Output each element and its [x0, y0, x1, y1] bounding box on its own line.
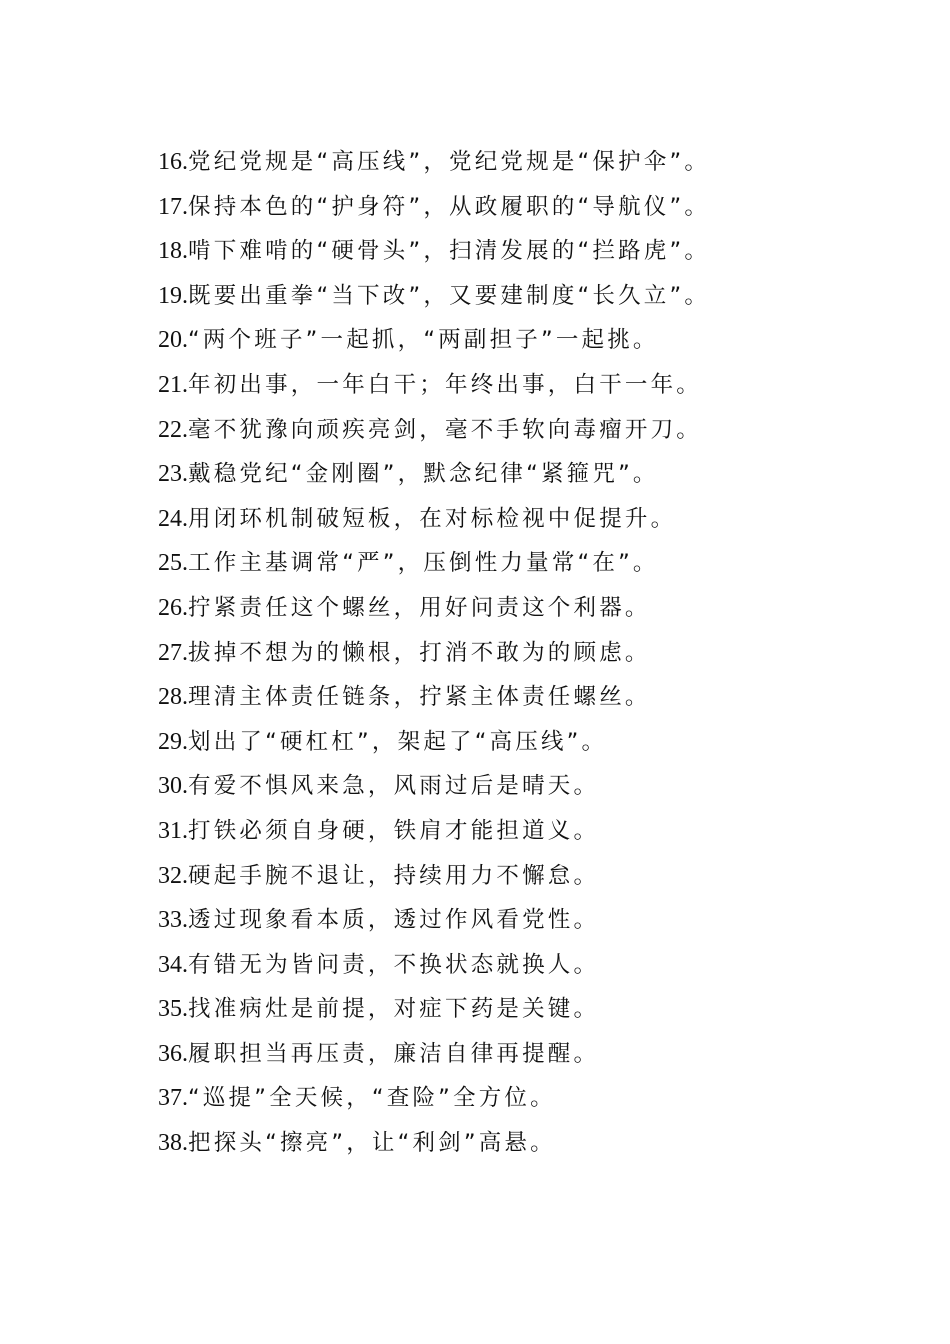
item-number: 19. — [158, 282, 188, 309]
list-item — [158, 408, 938, 453]
item-text: 用闭环机制破短板，在对标检视中促提升。 — [188, 505, 677, 532]
item-number: 24. — [158, 505, 188, 532]
item-number: 37. — [158, 1085, 188, 1112]
list-item — [158, 809, 938, 854]
item-number: 22. — [158, 416, 188, 443]
list-item — [158, 1032, 938, 1077]
item-number: 31. — [158, 817, 188, 844]
list-item — [158, 452, 938, 497]
item-text: 把探头“擦亮”，让“利剑”高悬。 — [188, 1130, 556, 1157]
item-text: 年初出事，一年白干；年终出事，白干一年。 — [188, 371, 703, 398]
item-number: 25. — [158, 550, 188, 577]
item-number: 18. — [158, 238, 188, 265]
item-text: 履职担当再压责，廉洁自律再提醒。 — [188, 1040, 600, 1067]
list-item — [158, 318, 938, 363]
item-number: 27. — [158, 639, 188, 666]
item-text: 保持本色的“护身符”，从政履职的“导航仪”。 — [188, 193, 711, 220]
item-text: 戴稳党纪“金刚圈”，默念纪律“紧箍咒”。 — [188, 461, 659, 488]
list-item — [158, 631, 938, 676]
list-item — [158, 943, 938, 988]
item-text: “两个班子”一起抓，“两副担子”一起挑。 — [188, 327, 659, 354]
list-item — [158, 497, 938, 542]
list-item — [158, 854, 938, 899]
item-text: 划出了“硬杠杠”，架起了“高压线”。 — [188, 728, 608, 755]
item-number: 21. — [158, 371, 188, 398]
item-text: 理清主体责任链条，拧紧主体责任螺丝。 — [188, 684, 651, 711]
list-item — [158, 675, 938, 720]
item-text: 有爱不惧风来急，风雨过后是晴天。 — [188, 773, 600, 800]
list-item — [158, 140, 938, 185]
item-text: 透过现象看本质，透过作风看党性。 — [188, 907, 600, 934]
item-text: 党纪党规是“高压线”，党纪党规是“保护伞”。 — [188, 149, 711, 175]
item-number: 34. — [158, 951, 188, 978]
list-item — [158, 229, 938, 274]
item-number: 16. — [158, 149, 188, 175]
item-text: 工作主基调常“严”，压倒性力量常“在”。 — [188, 550, 659, 577]
list-item — [158, 720, 938, 765]
item-number: 36. — [158, 1040, 188, 1067]
list-item — [158, 586, 938, 631]
list-item — [158, 898, 938, 943]
list-item — [158, 987, 938, 1032]
item-text: 啃下难啃的“硬骨头”，扫清发展的“拦路虎”。 — [188, 238, 711, 265]
item-text: 拧紧责任这个螺丝，用好问责这个利器。 — [188, 594, 651, 621]
item-text: 有错无为皆问责，不换状态就换人。 — [188, 951, 600, 978]
item-number: 26. — [158, 594, 188, 621]
list-item — [158, 363, 938, 408]
list-item — [158, 185, 938, 230]
item-number: 20. — [158, 327, 188, 354]
list-item — [158, 764, 938, 809]
list-item — [158, 1121, 938, 1166]
item-number: 28. — [158, 684, 188, 711]
item-number: 17. — [158, 193, 188, 220]
item-text: 拔掉不想为的懒根，打消不敢为的顾虑。 — [188, 639, 651, 666]
item-number: 32. — [158, 862, 188, 889]
slogan-list — [158, 140, 938, 1166]
list-item — [158, 541, 938, 586]
list-item — [158, 1076, 938, 1121]
item-number: 29. — [158, 728, 188, 755]
item-text: 毫不犹豫向顽疾亮剑，毫不手软向毒瘤开刀。 — [188, 416, 703, 443]
item-text: 打铁必须自身硬，铁肩才能担道义。 — [188, 817, 600, 844]
item-text: 找准病灶是前提，对症下药是关键。 — [188, 996, 600, 1023]
item-number: 33. — [158, 907, 188, 934]
item-number: 23. — [158, 461, 188, 488]
item-text: “巡提”全天候，“查险”全方位。 — [188, 1085, 556, 1112]
item-number: 30. — [158, 773, 188, 800]
item-number: 35. — [158, 996, 188, 1023]
item-text: 既要出重拳“当下改”，又要建制度“长久立”。 — [188, 282, 711, 309]
item-number: 38. — [158, 1130, 188, 1157]
item-text: 硬起手腕不退让，持续用力不懈怠。 — [188, 862, 600, 889]
list-item — [158, 274, 938, 319]
